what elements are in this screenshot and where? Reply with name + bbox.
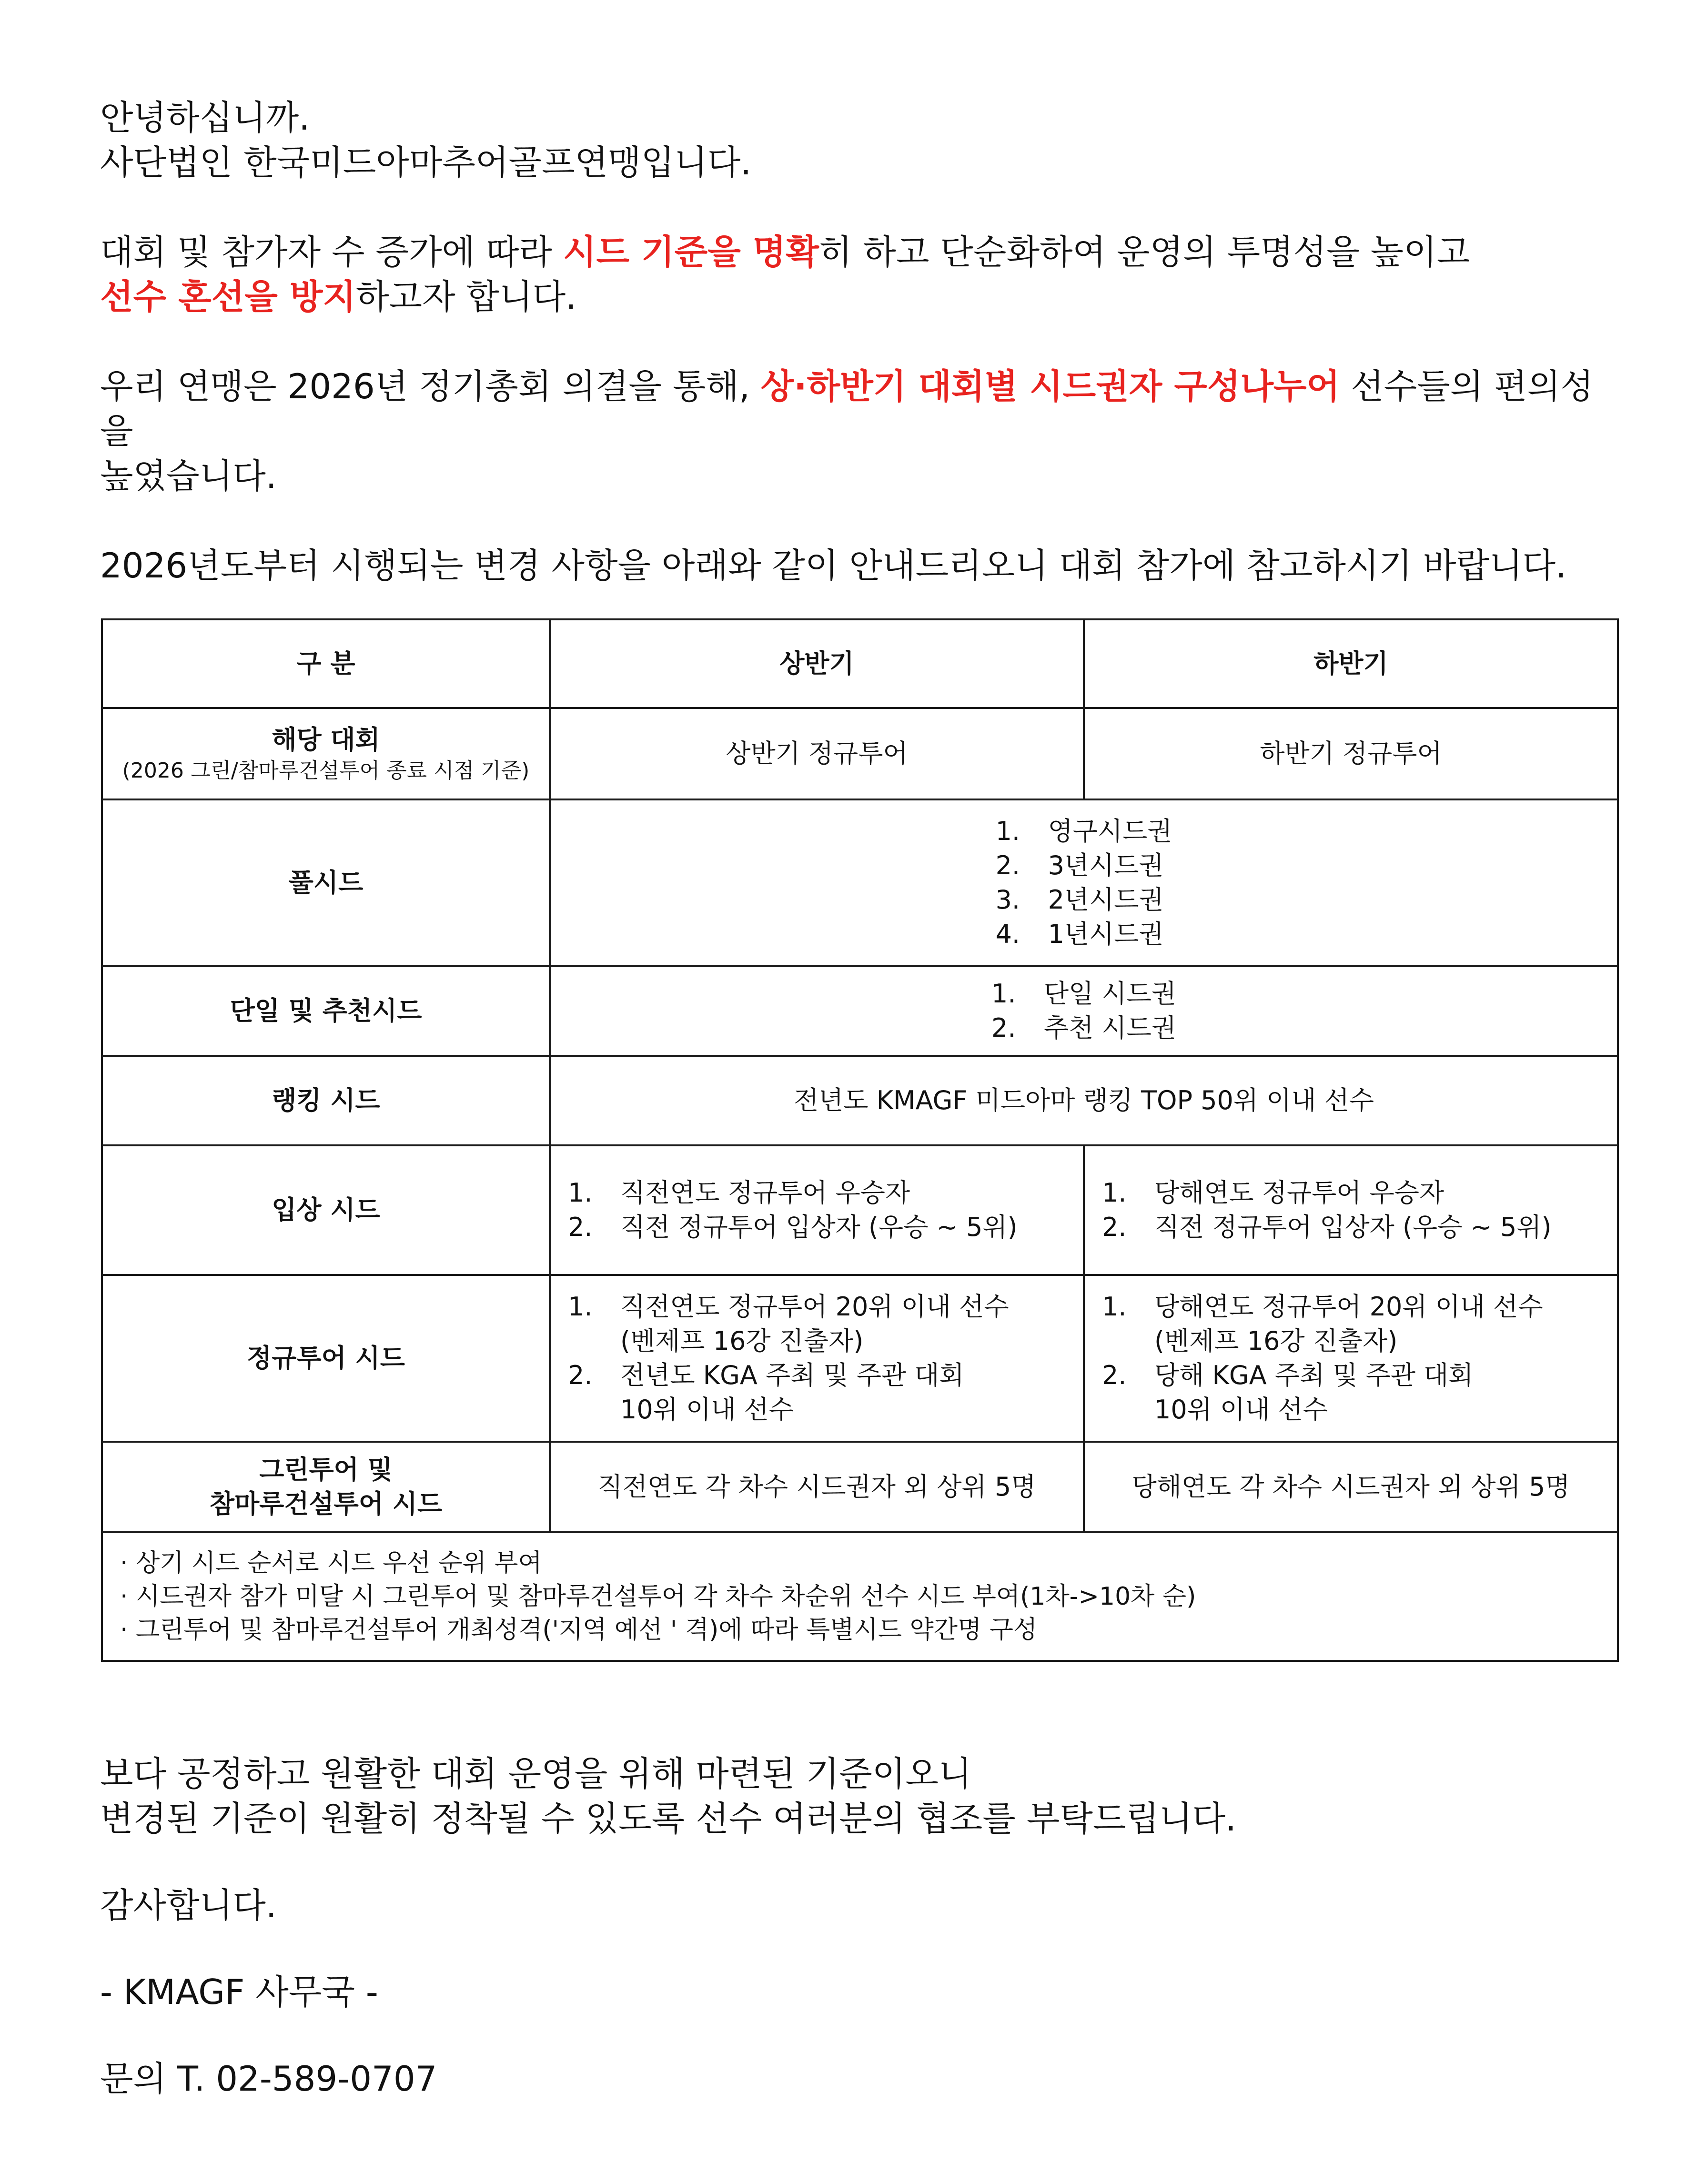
seed-table bbox=[101, 618, 1619, 1662]
table-row bbox=[102, 799, 1618, 966]
table-notes-row bbox=[102, 1532, 1618, 1661]
row-label-single-seed: 단일 및 추천시드 bbox=[102, 966, 550, 1056]
header-first-half: 상반기 bbox=[550, 619, 1084, 708]
highlight-text: 시드 기준을 명확 bbox=[563, 232, 819, 272]
header-second-half: 하반기 bbox=[1084, 619, 1618, 708]
list-item: 2. 추천 시드권 bbox=[991, 1013, 1176, 1043]
label-line: 참마루건설투어 시드 bbox=[209, 1489, 443, 1519]
cell-event-second: 하반기 정규투어 bbox=[1084, 708, 1618, 799]
row-label-green-seed bbox=[102, 1442, 550, 1532]
cell-full-seed bbox=[550, 799, 1618, 966]
row-label-ranking-seed: 랭킹 시드 bbox=[102, 1056, 550, 1145]
header-category: 구 분 bbox=[102, 619, 550, 708]
table-notes bbox=[102, 1532, 1618, 1661]
cell-ranking-seed: 전년도 KMAGF 미드아마 랭킹 TOP 50위 이내 선수 bbox=[550, 1056, 1618, 1145]
closing-line-1: 보다 공정하고 원활한 대회 운영을 위해 마련된 기준이오니 bbox=[100, 1754, 972, 1794]
list-item: 1. 단일 시드권 bbox=[991, 979, 1176, 1009]
cell-green-first: 직전연도 각 차수 시드권자 외 상위 5명 bbox=[550, 1442, 1084, 1532]
list-item-continued: (벤제프 16강 진출자) bbox=[620, 1326, 864, 1356]
table-row bbox=[102, 1056, 1618, 1145]
list-item: 3. 2년시드권 bbox=[995, 885, 1164, 915]
single-seed-list bbox=[991, 977, 1176, 1045]
highlight-text: 선수 혼선을 방지 bbox=[100, 277, 356, 317]
row-label-place-seed: 입상 시드 bbox=[102, 1145, 550, 1275]
cell-regular-first bbox=[550, 1275, 1084, 1442]
text-span: 우리 연맹은 2026년 정기총회 의결을 통해, bbox=[100, 366, 761, 406]
notice-line: 2026년도부터 시행되는 변경 사항을 아래와 같이 안내드리오니 대회 참가에 참고하시기 바랍니다. bbox=[100, 546, 1566, 586]
list-item-continued: 10위 이내 선수 bbox=[1154, 1395, 1328, 1425]
row-label-full-seed: 풀시드 bbox=[102, 799, 550, 966]
list-item: 2. 직전 정규투어 입상자 (우승 ~ 5위) bbox=[568, 1212, 1018, 1242]
org-intro: 사단법인 한국미드아마추어골프연맹입니다. bbox=[100, 142, 752, 182]
decision-line-2: 높였습니다. bbox=[100, 456, 277, 496]
list-item: 2. 직전 정규투어 입상자 (우승 ~ 5위) bbox=[1102, 1212, 1552, 1242]
table-row bbox=[102, 1275, 1618, 1442]
list-item: 1. 직전연도 정규투어 20위 이내 선수 bbox=[568, 1292, 1009, 1322]
list-item: 4. 1년시드권 bbox=[995, 919, 1164, 949]
label-text: 해당 대회 bbox=[272, 725, 380, 755]
greeting: 안녕하십니까. bbox=[100, 98, 310, 138]
text-span: 히 하고 단순화하여 운영의 투명성을 높이고 bbox=[818, 232, 1470, 272]
note-item: · 상기 시드 순서로 시드 우선 순위 부여 bbox=[120, 1549, 542, 1577]
table-row bbox=[102, 966, 1618, 1056]
cell-green-second: 당해연도 각 차수 시드권자 외 상위 5명 bbox=[1084, 1442, 1618, 1532]
highlight-text: 상·하반기 대회별 시드권자 구성나누어 bbox=[760, 366, 1340, 406]
closing-line-2: 변경된 기준이 원활히 정착될 수 있도록 선수 여러분의 협조를 부탁드립니다. bbox=[100, 1799, 1236, 1839]
note-item: · 시드권자 참가 미달 시 그린투어 및 참마루건설투어 각 차수 차순위 선수 시드 부여(1차->10차 순) bbox=[120, 1582, 1196, 1611]
table-row bbox=[102, 1442, 1618, 1532]
list-item: 2. 당해 KGA 주최 및 주관 대회 bbox=[1102, 1360, 1474, 1390]
full-seed-list bbox=[996, 814, 1172, 951]
list-item: 1. 직전연도 정규투어 우승자 bbox=[568, 1178, 910, 1208]
purpose-line-2 bbox=[100, 274, 1606, 319]
cell-single-seed bbox=[550, 966, 1618, 1056]
outro-section bbox=[100, 1751, 1606, 2101]
text-span: 선수들의 편의성을 bbox=[100, 366, 1594, 451]
list-item: 1. 당해연도 정규투어 20위 이내 선수 bbox=[1102, 1292, 1543, 1322]
decision-line-1 bbox=[100, 364, 1606, 454]
purpose-line-1 bbox=[100, 230, 1606, 274]
table-row bbox=[102, 1145, 1618, 1275]
table-header-row bbox=[102, 619, 1618, 708]
label-subnote: (2026 그린/참마루건설투어 종료 시점 기준) bbox=[122, 758, 530, 783]
list-item-continued: (벤제프 16강 진출자) bbox=[1154, 1326, 1398, 1356]
row-label-event bbox=[102, 708, 550, 799]
row-label-regular-seed: 정규투어 시드 bbox=[102, 1275, 550, 1442]
contact-text: 문의 T. 02-589-0707 bbox=[100, 2059, 437, 2099]
list-item: 1. 영구시드권 bbox=[995, 816, 1172, 846]
cell-event-first: 상반기 정규투어 bbox=[550, 708, 1084, 799]
text-span: 하고자 합니다. bbox=[356, 277, 577, 317]
label-line: 그린투어 및 bbox=[259, 1455, 393, 1485]
list-item-continued: 10위 이내 선수 bbox=[620, 1395, 794, 1425]
intro-section bbox=[100, 95, 1606, 588]
list-item: 2. 전년도 KGA 주최 및 주관 대회 bbox=[568, 1360, 964, 1390]
cell-place-first bbox=[550, 1145, 1084, 1275]
table-row bbox=[102, 708, 1618, 799]
cell-place-second bbox=[1084, 1145, 1618, 1275]
office-signature: - KMAGF 사무국 - bbox=[100, 1972, 378, 2012]
cell-regular-second bbox=[1084, 1275, 1618, 1442]
text-span: 대회 및 참가자 수 증가에 따라 bbox=[100, 232, 563, 272]
list-item: 1. 당해연도 정규투어 우승자 bbox=[1102, 1178, 1444, 1208]
thanks-text: 감사합니다. bbox=[100, 1885, 277, 1925]
note-item: · 그린투어 및 참마루건설투어 개최성격('지역 예선 ' 격)에 따라 특별시드 약간명 구성 bbox=[120, 1616, 1038, 1644]
list-item: 2. 3년시드권 bbox=[995, 850, 1164, 880]
